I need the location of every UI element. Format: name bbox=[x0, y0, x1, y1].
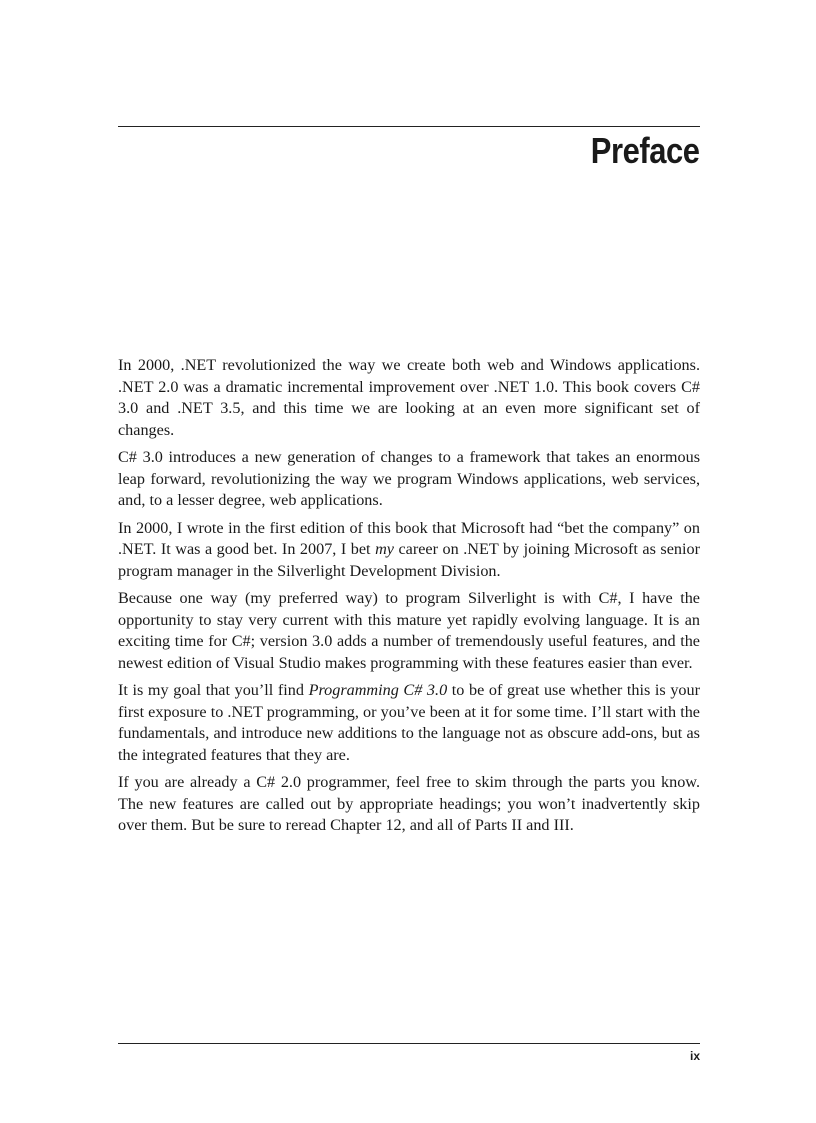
paragraph-3-text-before: In 2000, I wrote in the first edition of this book that Microsoft had “bet the company” on .NET. It was a good bet. In 2007, I bet bbox=[118, 518, 700, 558]
paragraph-3-text-after: career on .NET by joining Microsoft as senior program manager in the Silverlight Development Division. bbox=[118, 540, 700, 580]
paragraph-1: In 2000, .NET revolutionized the way we create both web and Windows applications. .NET 2.0 was a dramatic incremental improvement over .NET 1.0. This book covers C# 3.0 and .NET 3.5, and this time we are looking at an even more significant set of changes. bbox=[118, 356, 700, 439]
footer-rule bbox=[118, 1043, 700, 1044]
paragraph-5 bbox=[118, 680, 700, 766]
header-rule bbox=[118, 126, 700, 127]
paragraph-6: If you are already a C# 2.0 programmer, feel free to skim through the parts you know. The new features are called out by appropriate headings; you won’t inadvertently skip over them. But be sure to reread Chapter 12, and all of Parts II and III. bbox=[118, 773, 700, 834]
chapter-title: Preface bbox=[591, 130, 700, 171]
paragraph-3-emphasis: my bbox=[375, 540, 394, 558]
book-title-emphasis: Programming C# 3.0 bbox=[308, 681, 448, 699]
paragraph-3 bbox=[118, 518, 700, 583]
paragraph-4: Because one way (my preferred way) to program Silverlight is with C#, I have the opportunity to stay very current with this mature yet rapidly evolving language. It is an exciting time for C#; version 3.0 adds a number of tremendously useful features, and the newest edition of Visual Studio makes programming with these features easier than ever. bbox=[118, 589, 700, 672]
preface-body bbox=[118, 355, 700, 843]
paragraph-5-text-after: to be of great use whether this is your first exposure to .NET programming, or you’ve been at it for some time. I’ll start with the fundamentals, and introduce new additions to the language not as obscure add-ons, but as the integrated features that they are. bbox=[118, 681, 700, 764]
page-number: ix bbox=[689, 1049, 700, 1063]
paragraph-5-text-before: It is my goal that you’ll find bbox=[118, 681, 309, 699]
paragraph-2: C# 3.0 introduces a new generation of changes to a framework that takes an enormous leap forward, revolutionizing the way we program Windows applications, web services, and, to a lesser degree, web applications. bbox=[118, 448, 700, 509]
